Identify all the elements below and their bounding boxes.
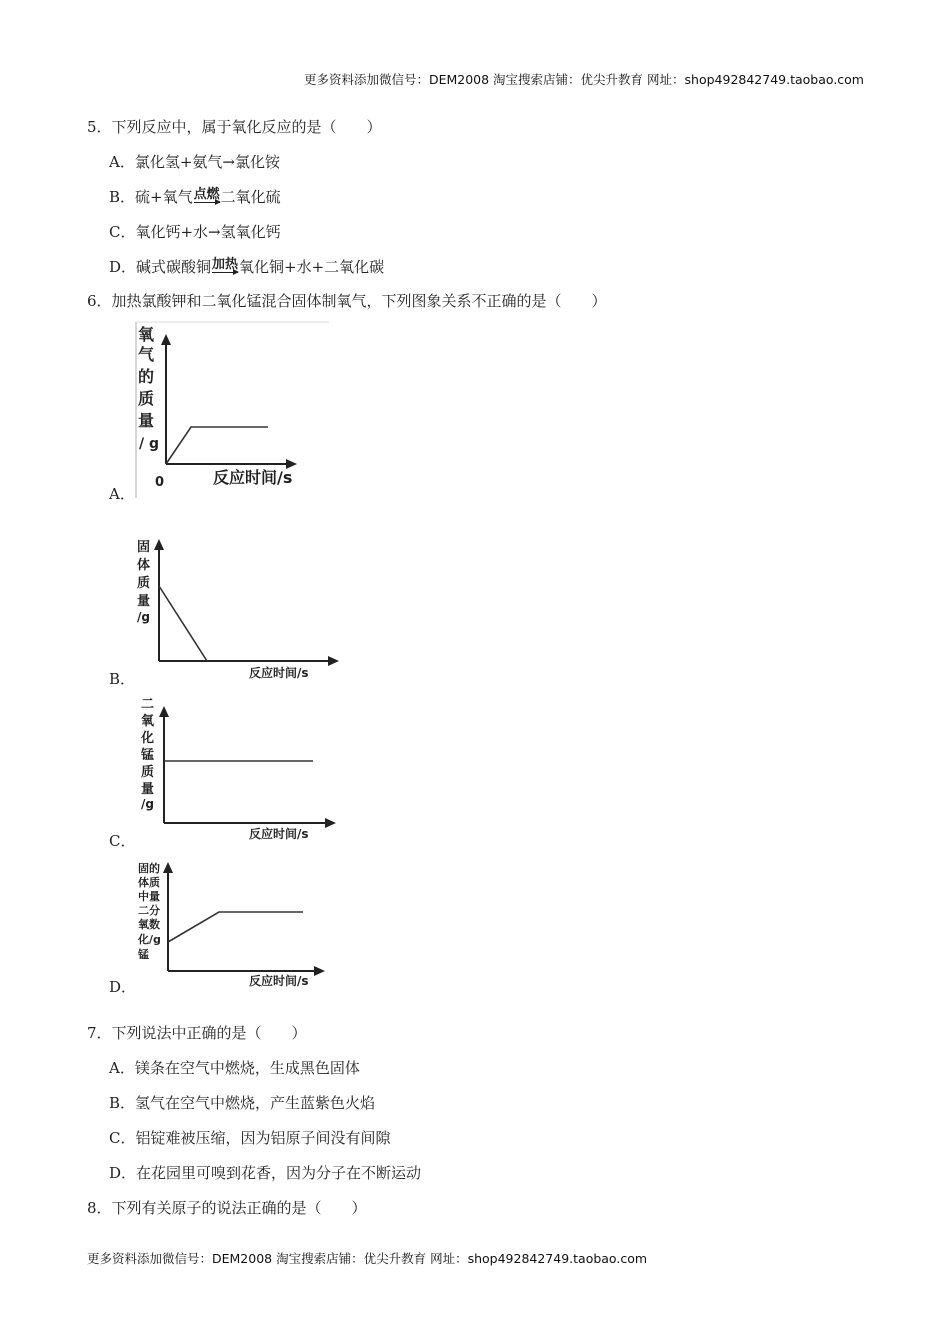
graph-d-curve <box>168 912 303 942</box>
reaction-arrow-icon <box>212 272 238 273</box>
graph-a-y-label <box>138 325 159 452</box>
question-8-stem: 8．下列有关原子的说法正确的是（ ） <box>87 1199 367 1217</box>
question-5-option-c: C．氧化钙+水→氢氧化钙 <box>109 223 281 241</box>
condition-label: 加热 <box>212 257 239 272</box>
graph-c-mno2-mass <box>133 694 343 844</box>
y-axis-arrow-icon <box>163 862 173 873</box>
y-label-char: /g <box>137 610 150 624</box>
y-label-char: 量 <box>141 782 155 797</box>
question-7-option-c: C．铝锭难被压缩，因为铝原子间没有间隙 <box>109 1129 391 1147</box>
graph-b-curve <box>159 586 207 661</box>
option-b-products: 二氧化硫 <box>220 188 281 206</box>
page-header: 更多资料添加微信号：DEM2008 淘宝搜索店铺：优尖升教育 网址：shop492842749.taobao.com <box>303 72 864 87</box>
graph-d-y-label <box>137 861 161 961</box>
y-label-char: 锰 <box>141 748 155 763</box>
graph-b-x-label: 反应时间/s <box>249 666 309 680</box>
y-label-char: / g <box>139 436 160 452</box>
y-label-char: 固的 <box>138 862 160 875</box>
graph-a-x-label: 反应时间/s <box>213 468 293 487</box>
graph-d-mno2-fraction <box>133 858 343 992</box>
y-label-char: 质 <box>138 389 155 408</box>
y-label-char: 氧 <box>138 325 155 344</box>
y-label-char: /g <box>141 797 154 811</box>
condition-label: 点燃 <box>193 187 220 202</box>
graph-a-oxygen-mass <box>133 320 333 500</box>
y-label-char: 体质 <box>138 876 160 889</box>
y-label-char: 的 <box>138 367 155 386</box>
y-label-char: 体 <box>137 558 151 573</box>
x-axis-arrow-icon <box>328 656 339 666</box>
y-label-char: 氧数 <box>138 918 160 931</box>
option-d-reactants: D．碱式碳酸铜 <box>109 258 212 276</box>
question-6-option-b-label: B． <box>109 670 136 688</box>
question-5-option-a: A．氯化氢+氨气→氯化铵 <box>109 153 280 171</box>
question-5-option-d <box>109 256 384 277</box>
question-6-stem: 6．加热氯酸钾和二氧化锰混合固体制氧气，下列图象关系不正确的是（ ） <box>87 292 607 310</box>
y-label-char: 质 <box>137 576 151 591</box>
y-label-char: 化 <box>141 731 155 746</box>
y-label-char: 气 <box>138 345 155 364</box>
graph-a-origin-label: 0 <box>155 475 165 490</box>
y-label-char: 二 <box>141 697 155 712</box>
question-7-option-a: A．镁条在空气中燃烧，生成黑色固体 <box>109 1059 360 1077</box>
x-axis-arrow-icon <box>325 818 336 828</box>
y-label-char: 量 <box>137 594 151 609</box>
y-axis-arrow-icon <box>154 539 164 550</box>
option-d-products: 氧化铜+水+二氧化碳 <box>239 258 385 276</box>
y-axis-arrow-icon <box>159 706 169 717</box>
y-label-char: 氧 <box>141 714 155 729</box>
y-label-char: 中量 <box>138 890 160 903</box>
y-label-char: 二分 <box>138 904 160 917</box>
graph-c-x-label: 反应时间/s <box>249 827 309 841</box>
question-7-option-d: D．在花园里可嗅到花香，因为分子在不断运动 <box>109 1164 422 1182</box>
x-axis-arrow-icon <box>314 966 325 976</box>
graph-b-y-label <box>137 540 150 624</box>
question-5-stem: 5．下列反应中，属于氧化反应的是（ ） <box>87 118 382 136</box>
question-7-option-b: B．氢气在空气中燃烧，产生蓝紫色火焰 <box>109 1094 376 1112</box>
graph-c-y-label <box>140 697 155 811</box>
question-7-stem: 7．下列说法中正确的是（ ） <box>87 1024 307 1042</box>
y-label-char: 固 <box>137 540 151 555</box>
graph-d-x-label: 反应时间/s <box>249 974 309 988</box>
y-label-char: 化/g <box>138 933 161 946</box>
question-6-option-c-label: C． <box>109 832 136 850</box>
y-label-char: 质 <box>141 765 155 780</box>
question-6-option-a-label: A． <box>109 485 135 503</box>
graph-b-solid-mass <box>133 535 343 685</box>
question-5-option-b <box>109 186 281 207</box>
reaction-condition-ignite <box>193 187 220 205</box>
option-b-reactants: B．硫+氧气 <box>109 188 193 206</box>
question-6-option-d-label: D． <box>109 978 137 996</box>
page-footer: 更多资料添加微信号：DEM2008 淘宝搜索店铺：优尖升教育 网址：shop492842749.taobao.com <box>87 1251 648 1266</box>
graph-a-curve <box>166 427 268 464</box>
reaction-condition-heat <box>212 257 239 275</box>
y-label-char: 量 <box>138 411 155 430</box>
y-label-char: 锰 <box>138 948 149 961</box>
reaction-arrow-icon <box>194 202 220 203</box>
y-axis-arrow-icon <box>161 334 171 345</box>
